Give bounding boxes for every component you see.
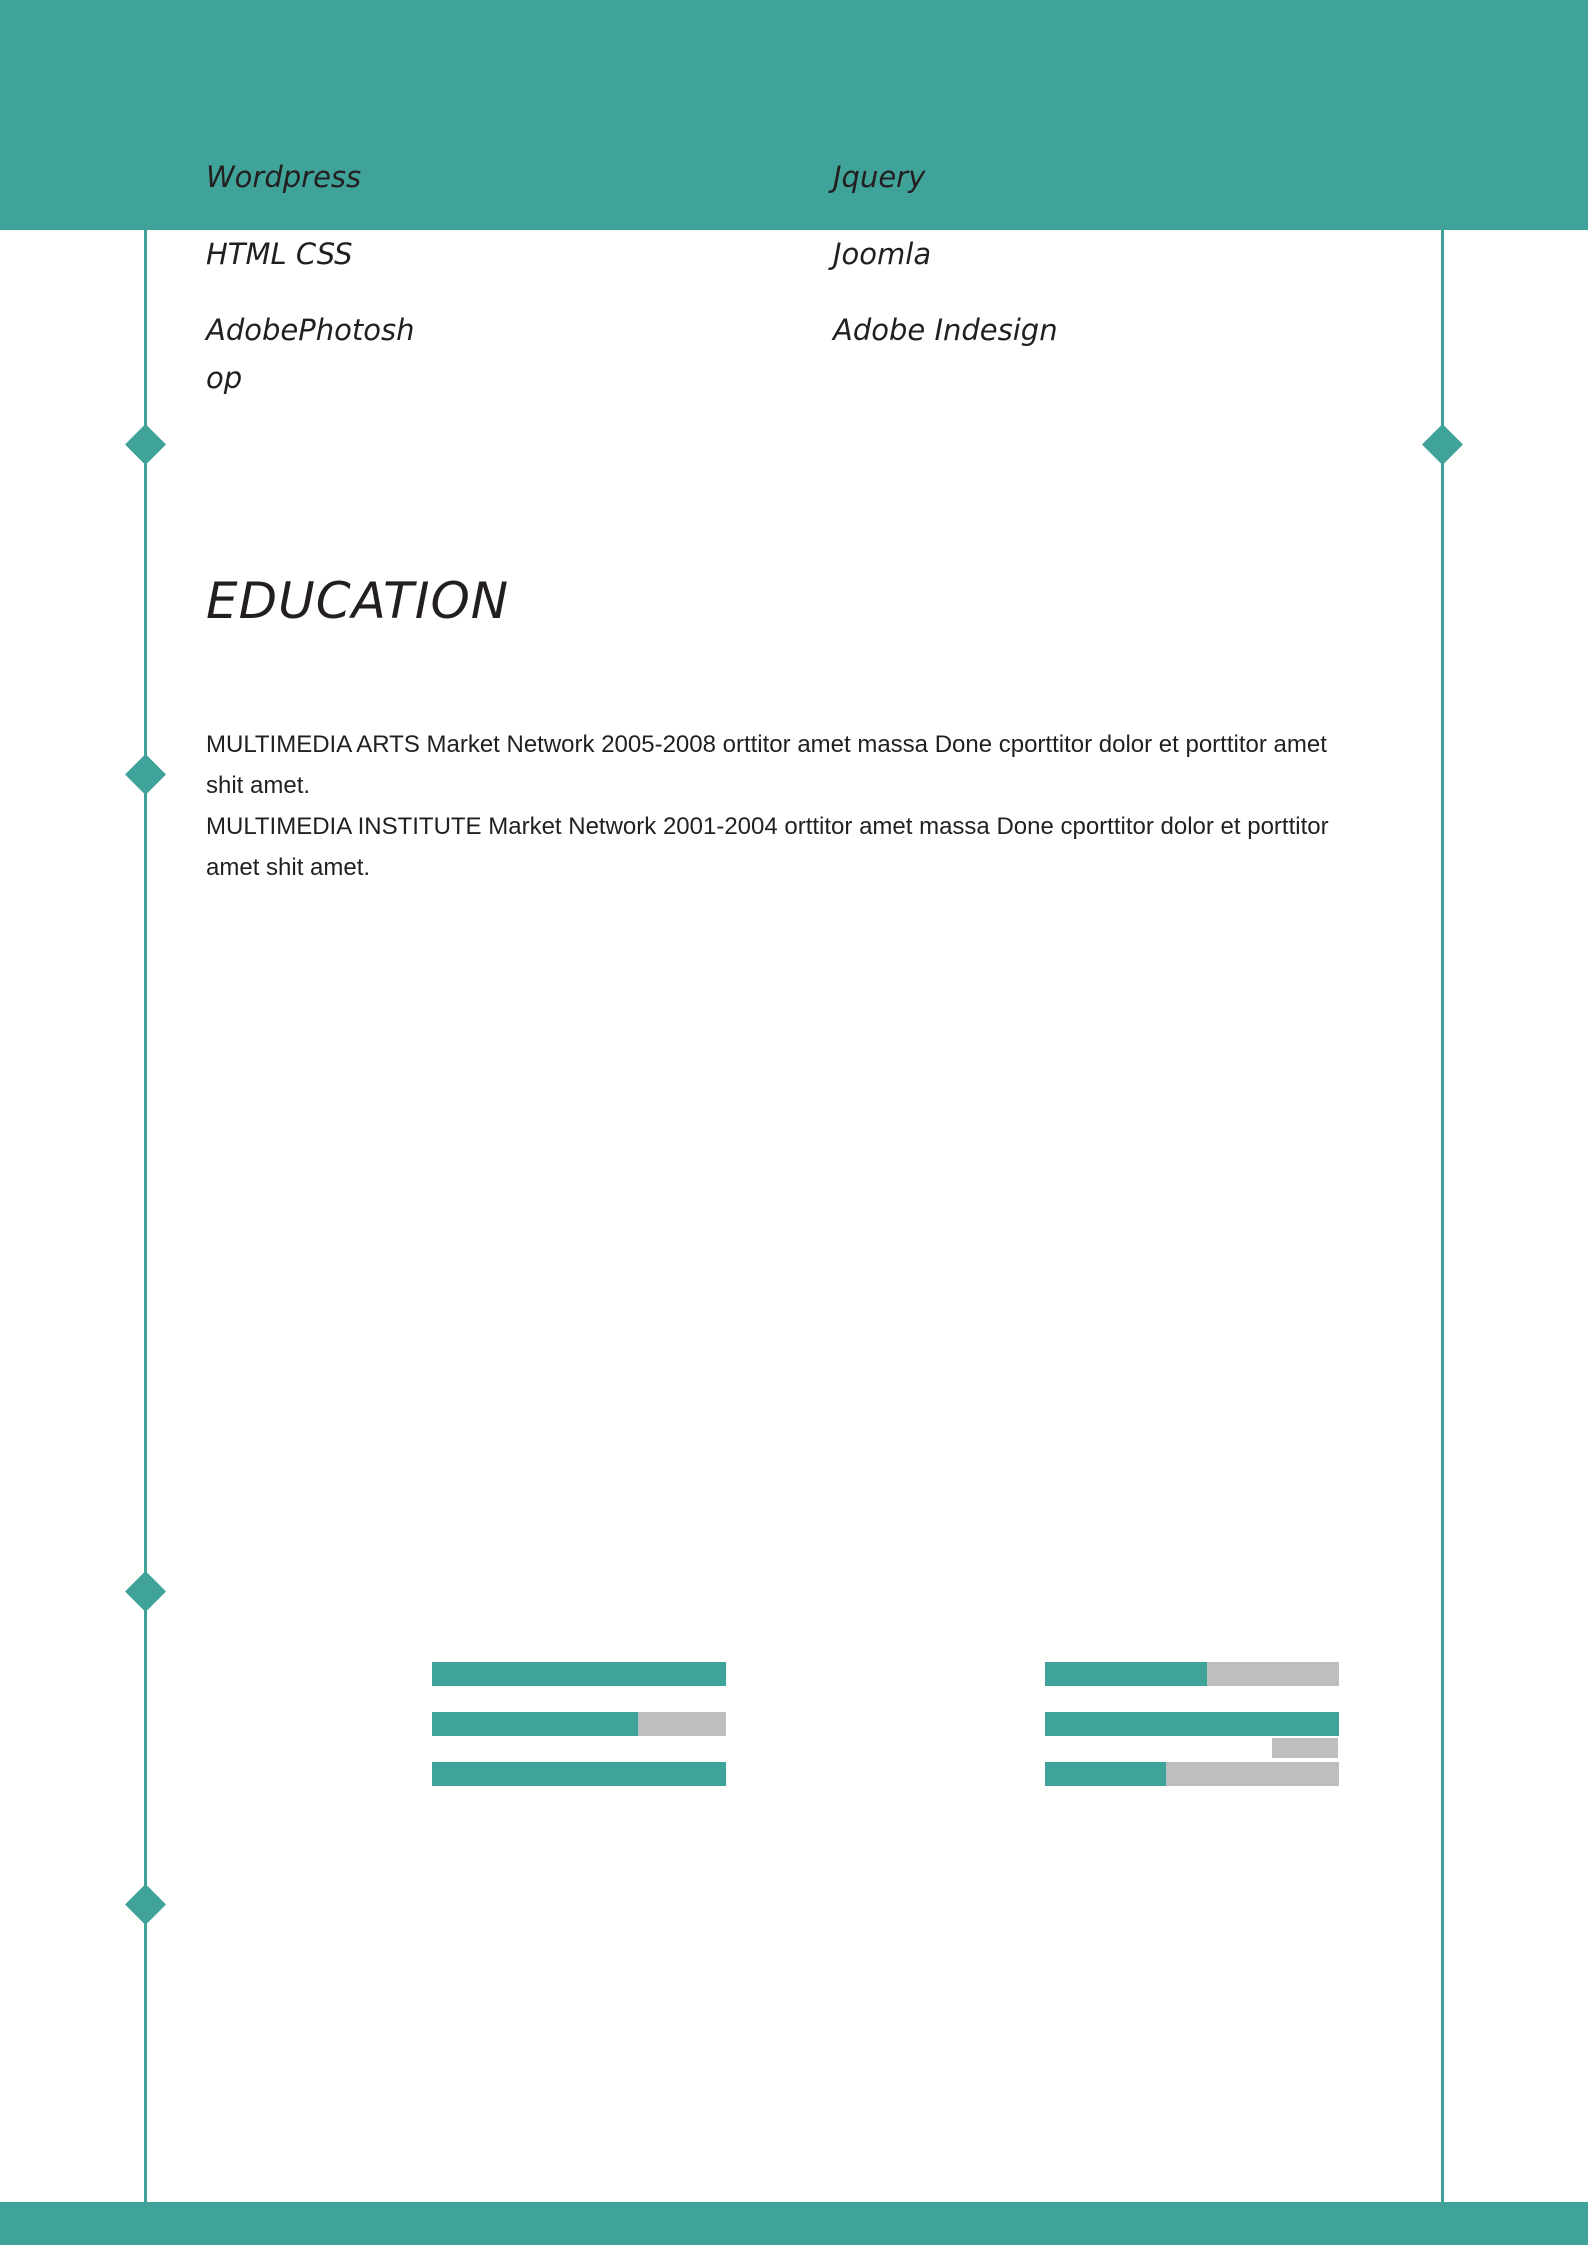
- skill-level-fill: [432, 1662, 726, 1686]
- skill-html-css: HTML CSS: [206, 237, 353, 271]
- skill-level-fill: [1045, 1712, 1339, 1736]
- skill-adobe-photoshop: AdobePhotosh op: [206, 313, 415, 395]
- skill-level-bar: [1045, 1762, 1339, 1786]
- footer-band: [0, 2202, 1588, 2245]
- timeline-diamond: [125, 1884, 166, 1925]
- skill-level-bar: [1045, 1712, 1339, 1736]
- skill-bar-accent-stub: [1272, 1738, 1338, 1758]
- skill-level-fill: [432, 1712, 638, 1736]
- skill-level-bar: [1045, 1662, 1339, 1686]
- skill-level-fill: [1045, 1762, 1166, 1786]
- education-entry: MULTIMEDIA INSTITUTE Market Network 2001-2004 orttitor amet massa Done cporttitor dolor et porttitor amet shit amet.: [206, 813, 1329, 881]
- skill-wordpress: Wordpress: [206, 160, 362, 194]
- timeline-diamond: [125, 424, 166, 465]
- skill-joomla: Joomla: [833, 237, 932, 271]
- education-heading: EDUCATION: [206, 572, 510, 630]
- timeline-diamond: [125, 1571, 166, 1612]
- skill-adobe-indesign: Adobe Indesign: [833, 313, 1058, 347]
- timeline-diamond: [1422, 424, 1463, 465]
- skill-level-fill: [1045, 1662, 1207, 1686]
- skill-level-fill: [432, 1762, 726, 1786]
- education-entry: MULTIMEDIA ARTS Market Network 2005-2008 orttitor amet massa Done cporttitor dolor et porttitor amet shit amet.: [206, 731, 1327, 799]
- skill-level-bar: [432, 1762, 726, 1786]
- skill-level-bar: [432, 1712, 726, 1736]
- right-timeline-line: [1441, 230, 1444, 2202]
- timeline-diamond: [125, 754, 166, 795]
- skill-jquery: Jquery: [833, 160, 926, 194]
- skill-level-bar: [432, 1662, 726, 1686]
